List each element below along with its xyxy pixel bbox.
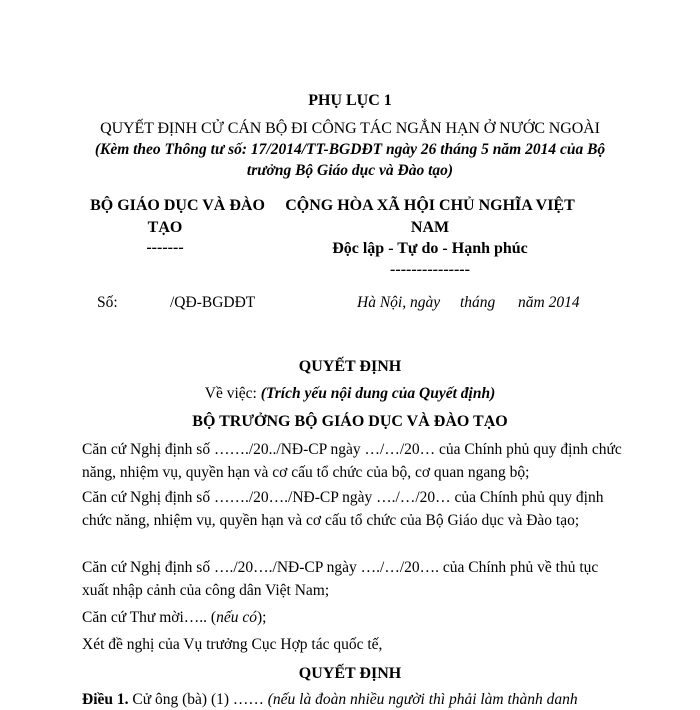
ministry-name-line1: BỘ GIÁO DỤC VÀ ĐÀO — [90, 197, 265, 214]
number-suffix: /QĐ-BGDĐT — [170, 294, 256, 311]
subject-label: Về việc: — [204, 385, 257, 402]
date-year: năm 2014 — [518, 294, 580, 311]
motto-rule: --------------- — [390, 261, 470, 278]
appendix-title: PHỤ LỤC 1 — [308, 92, 392, 109]
clause-invitation — [82, 607, 266, 628]
national-motto: Độc lập - Tự do - Hạnh phúc — [332, 240, 528, 257]
appendix-subtitle: QUYẾT ĐỊNH CỬ CÁN BỘ ĐI CÔNG TÁC NGẮN HẠN Ở NƯỚC NGOÀI — [100, 120, 600, 137]
decision-subject — [0, 383, 700, 404]
clause-proposal: Xét đề nghị của Vụ trưởng Cục Hợp tác quốc tế, — [82, 636, 383, 653]
republic-name-line2: NAM — [410, 219, 450, 236]
clause-1: Căn cứ Nghị định số ……./20../NĐ-CP ngày …/…/20… của Chính phủ quy định chức năng, nhiệm vụ, quyền hạn và cơ cấu tổ chức của bộ, cơ quan ngang bộ; — [82, 441, 622, 481]
republic-name-line1: CỘNG HÒA XÃ HỘI CHỦ NGHĨA VIỆT — [285, 197, 575, 214]
subject-text: (Trích yếu nội dung của Quyết định) — [260, 385, 496, 402]
article-1-note: (nếu là đoàn nhiều người thì phải làm thành danh — [267, 691, 578, 708]
appendix-note-line1: (Kèm theo Thông tư số: 17/2014/TT-BGDĐT ngày 26 tháng 5 năm 2014 của Bộ — [94, 141, 606, 158]
clause-2: Căn cứ Nghị định số ……./20…./NĐ-CP ngày …./…/20… của Chính phủ quy định chức năng, nhiệm vụ, quyền hạn và cơ cấu tổ chức của Bộ Giáo dục và Đào tạo; — [82, 489, 604, 529]
decision-heading-2: QUYẾT ĐỊNH — [298, 665, 402, 682]
decision-title: QUYẾT ĐỊNH — [298, 358, 402, 375]
ministry-rule: ------- — [146, 239, 184, 256]
decision-authority: BỘ TRƯỞNG BỘ GIÁO DỤC VÀ ĐÀO TẠO — [192, 413, 508, 430]
invitation-optional: nếu có — [216, 609, 257, 626]
article-1-label: Điều 1. — [82, 691, 129, 708]
ministry-name-line2: TẠO — [147, 219, 183, 236]
place-date: Hà Nội, ngày — [357, 294, 441, 311]
invitation-suffix: ); — [256, 609, 267, 626]
invitation-prefix: Căn cứ Thư mời….. ( — [82, 609, 217, 626]
article-1-text: Cử ông (bà) (1) …… — [132, 691, 264, 708]
appendix-note-line2: trưởng Bộ Giáo dục và Đào tạo) — [246, 162, 454, 179]
number-label: Số: — [97, 294, 118, 311]
date-month: tháng — [460, 294, 496, 311]
clause-3: Căn cứ Nghị định số …./20…./NĐ-CP ngày …./…/20…. của Chính phủ về thủ tục xuất nhập cảnh của công dân Việt Nam; — [82, 559, 599, 599]
